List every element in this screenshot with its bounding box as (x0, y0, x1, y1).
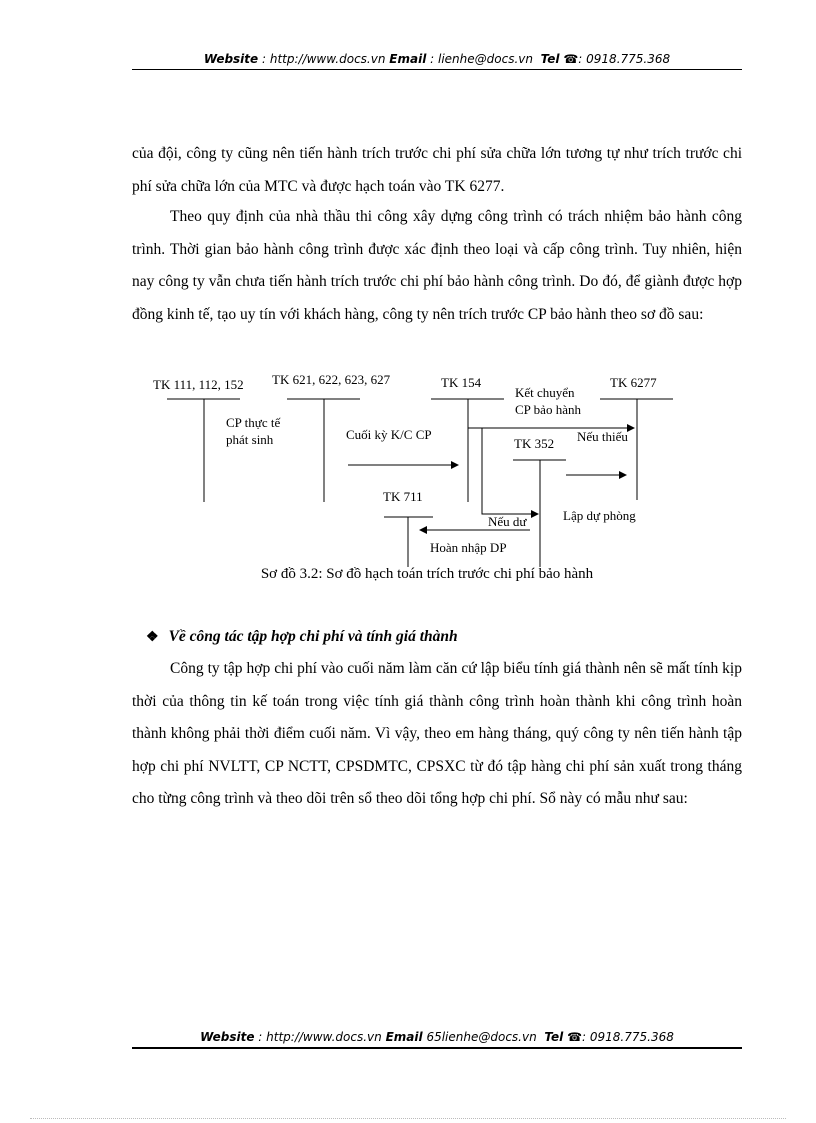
footer-tel-label: Tel (544, 1030, 564, 1044)
page-number: 65 (426, 1030, 442, 1044)
page-edge-dots (30, 1118, 786, 1119)
tel-label: Tel (540, 52, 560, 66)
diamond-bullet-icon: ❖ (146, 630, 159, 645)
paragraph-2: Theo quy định của nhà thầu thi công xây dựng công trình có trách nhiệm bảo hành công trình. Thời gian bảo hành công trình được xác định theo loại và cấp công trình. Tuy nhiên, hiện nay công ty vẫn chưa tiến hành trích trước chi phí bảo hành công trình. Do đó, để giành được hợp đồng kinh tế, tạo uy tín với khách hàng, công ty nên trích trước CP bảo hành theo sơ đồ sau: (132, 208, 742, 323)
label-tk154: TK 154 (441, 375, 482, 390)
footer-website-url[interactable]: : http://www.docs.vn (258, 1030, 382, 1044)
t-account-621 (287, 399, 360, 502)
t-account-154 (431, 399, 504, 502)
label-tk711: TK 711 (383, 489, 423, 504)
label-hoan-nhap: Hoàn nhập DP (430, 540, 507, 555)
page-header (132, 52, 742, 66)
footer-rule (132, 1047, 742, 1049)
t-account-6277 (600, 399, 673, 500)
t-account-711 (384, 517, 433, 567)
label-lap-du-phong: Lập dự phòng (563, 508, 636, 523)
website-label: Website (203, 52, 259, 66)
section-heading-text: Về công tác tập hợp chi phí và tính giá thành (168, 628, 458, 645)
section-heading (146, 628, 458, 646)
email-label: Email (389, 52, 427, 66)
footer-email-value[interactable]: lienhe@docs.vn (441, 1030, 537, 1044)
email-value[interactable]: : lienhe@docs.vn (430, 52, 533, 66)
diagram-caption: Sơ đồ 3.2: Sơ đồ hạch toán trích trước chi phí bảo hành (260, 566, 594, 582)
footer-email-label: Email (385, 1030, 423, 1044)
label-cp-thuc-te-1: CP thực tế (226, 415, 281, 430)
accounting-diagram (0, 360, 816, 580)
footer-tel-value: : 0918.775.368 (582, 1030, 674, 1044)
label-cuoi-ky: Cuối kỳ K/C CP (346, 427, 432, 442)
paragraph-3: Công ty tập hợp chi phí vào cuối năm làm căn cứ lập biểu tính giá thành nên sẽ mất tính kịp thời của thông tin kế toán trong việc tính giá thành công trình hoàn thành khi công trình hoàn thành không phải thời điểm cuối năm. Vì vậy, theo em hàng tháng, quý công ty nên tiến hành tập hợp chi phí NVLTT, CP NCTT, CPSDMTC, CPSXC từ đó tập hàng chi phí sản xuất trong tháng cho từng công trình và theo dõi trên sổ theo dõi tổng hợp chi phí. Sổ này có mẫu như sau: (132, 660, 742, 807)
footer-website-label: Website (200, 1030, 255, 1044)
footer-phone-icon: ☎ (567, 1030, 583, 1044)
label-ket-chuyen-2: CP bảo hành (515, 402, 581, 417)
website-url[interactable]: : http://www.docs.vn (262, 52, 386, 66)
phone-icon: ☎ (563, 52, 579, 66)
paragraph-1: của đội, công ty cũng nên tiến hành trích trước chi phí sửa chữa lớn tương tự như trích trước chi phí sửa chữa lớn của MTC và được hạch toán vào TK 6277. (132, 145, 742, 195)
tel-value: : 0918.775.368 (578, 52, 671, 66)
label-tk621: TK 621, 622, 623, 627 (272, 372, 391, 387)
label-neu-thieu: Nếu thiếu (577, 429, 628, 444)
label-tk111: TK 111, 112, 152 (153, 377, 244, 392)
label-tk352: TK 352 (514, 436, 555, 451)
label-neu-du: Nếu dư (488, 514, 527, 529)
page-footer (132, 1030, 742, 1044)
header-rule (132, 69, 742, 70)
label-tk6277: TK 6277 (610, 375, 657, 390)
label-ket-chuyen-1: Kết chuyển (515, 385, 575, 400)
label-cp-thuc-te-2: phát sinh (226, 432, 274, 447)
